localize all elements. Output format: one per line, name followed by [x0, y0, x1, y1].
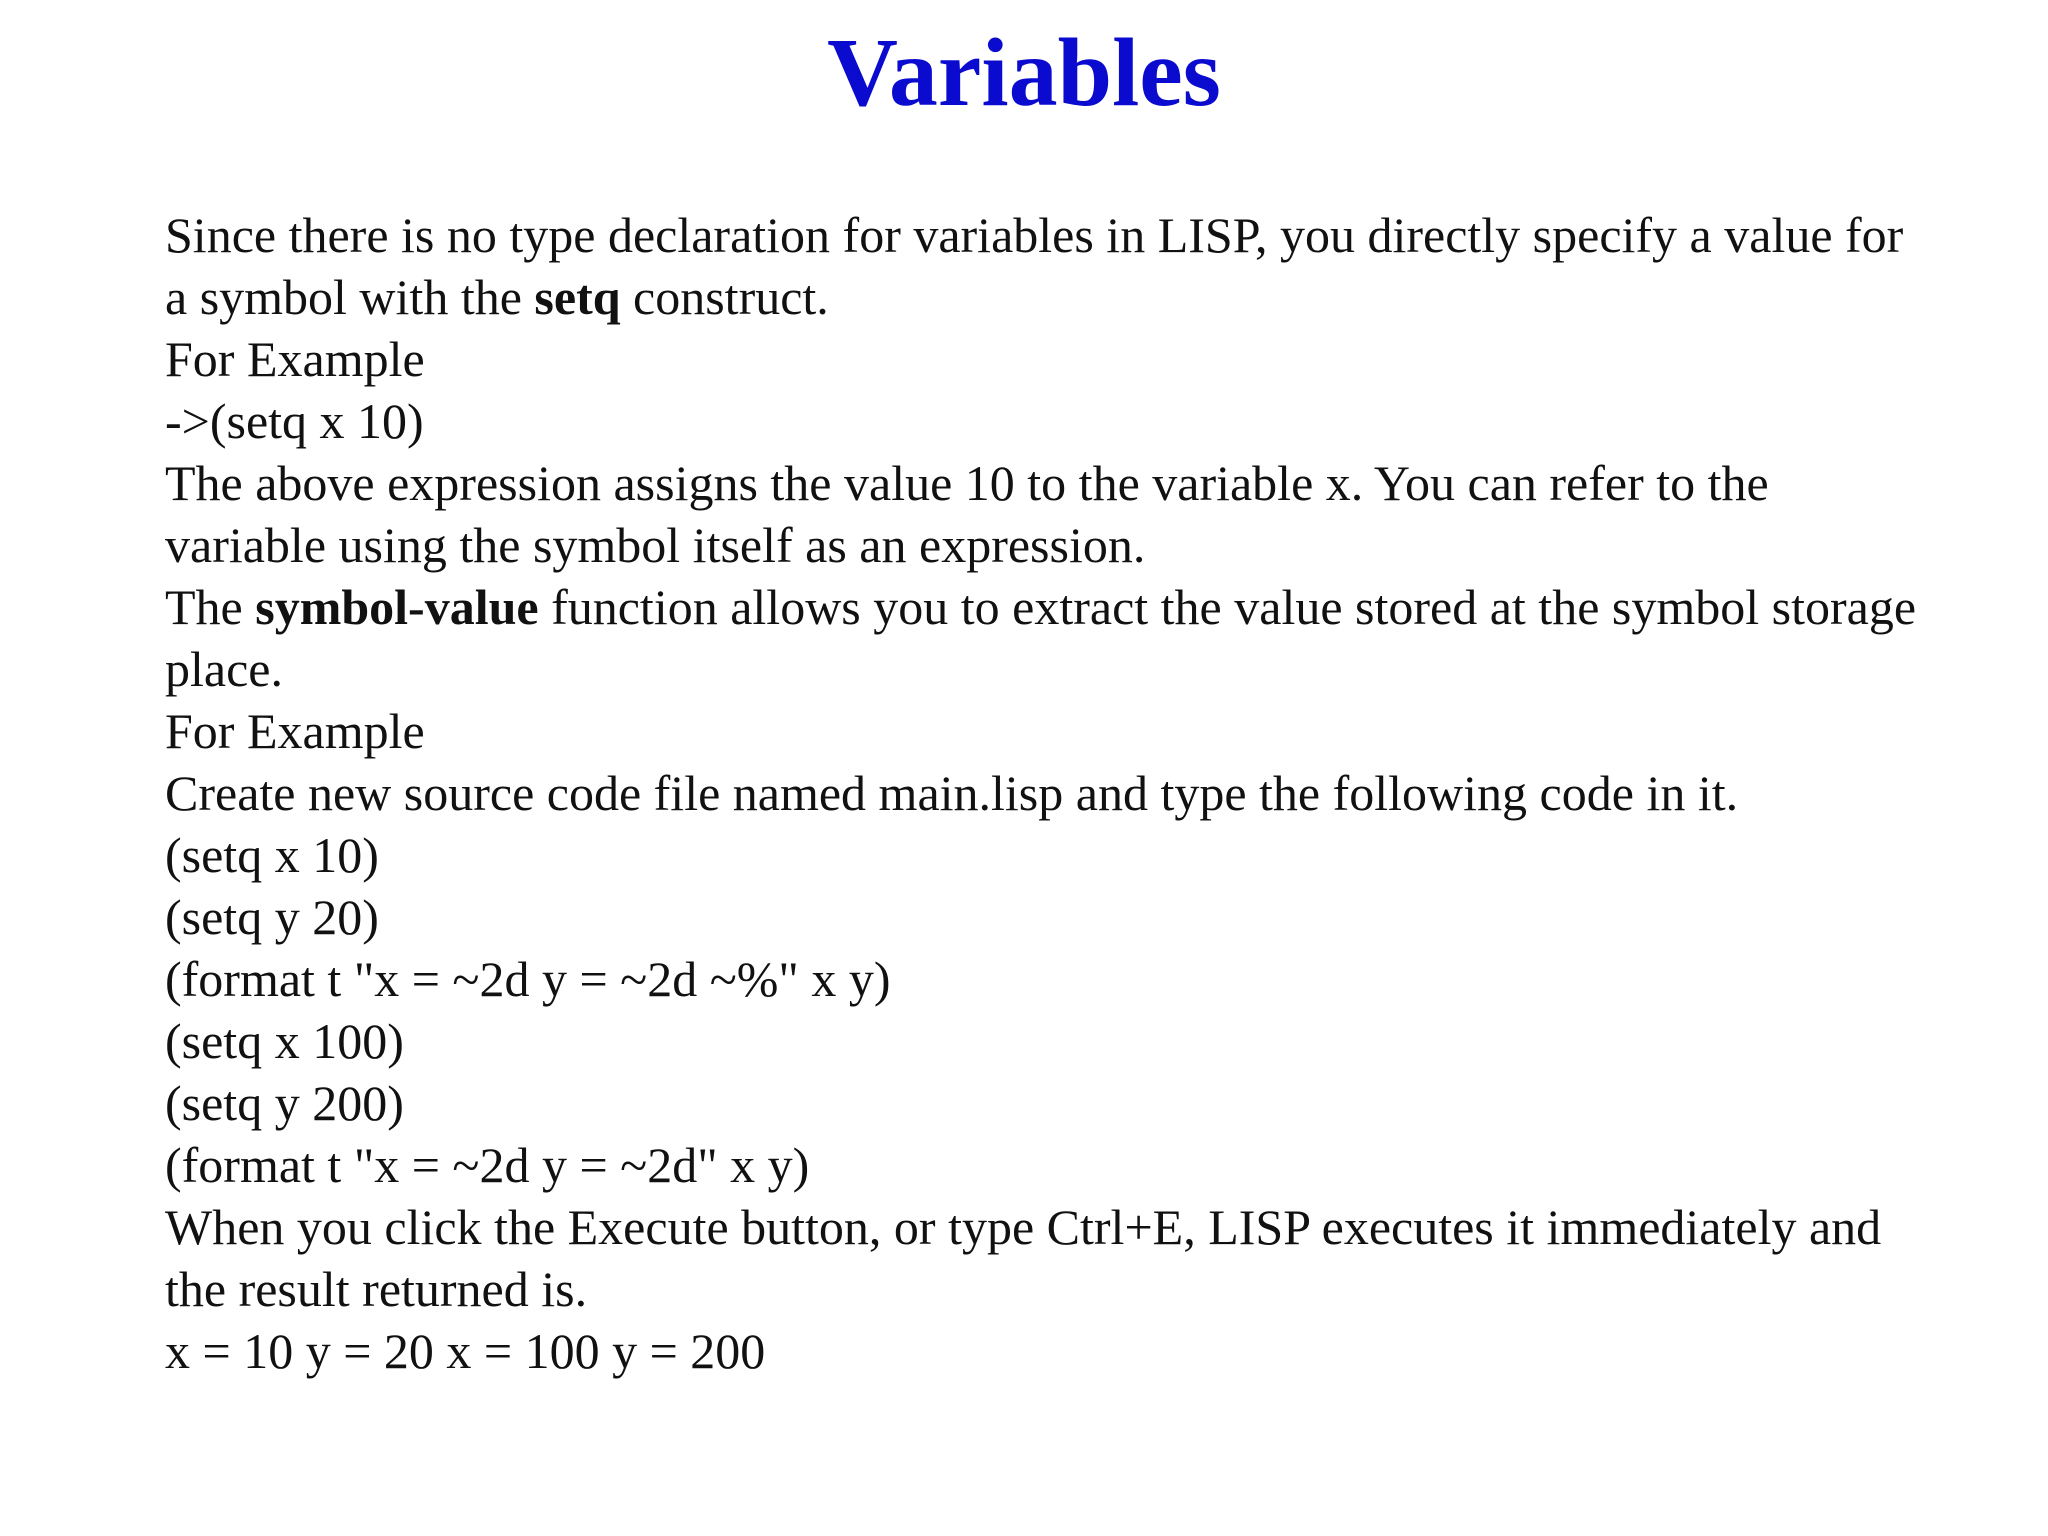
paragraph-2-line-2: variable using the symbol itself as an expression.	[165, 517, 1146, 573]
example-label-2: For Example	[165, 703, 425, 759]
code-line: (setq y 200)	[165, 1075, 404, 1131]
paragraph-4-line-1: When you click the Execute button, or type Ctrl+E, LISP executes it immediately and	[165, 1199, 1882, 1255]
paragraph-3-line-2: place.	[165, 641, 283, 697]
keyword-setq: setq	[534, 269, 621, 325]
code-line: (setq y 20)	[165, 889, 379, 945]
paragraph-1-line-1: Since there is no type declaration for variables in LISP, you directly specify a value for	[165, 207, 1904, 263]
example-label-1: For Example	[165, 331, 425, 387]
paragraph-1-line-2	[165, 266, 2005, 328]
result-line: x = 10 y = 20 x = 100 y = 200	[165, 1323, 766, 1379]
text-segment: The	[165, 579, 256, 635]
keyword-symbol-value: symbol-value	[255, 579, 539, 635]
code-line: (setq x 10)	[165, 827, 379, 883]
paragraph-4-line-2: the result returned is.	[165, 1261, 588, 1317]
text-segment: a symbol with the	[165, 269, 535, 325]
paragraph-2-line-1: The above expression assigns the value 10 to the variable x. You can refer to the	[165, 455, 1769, 511]
text-segment: construct.	[620, 269, 829, 325]
slide-title: Variables	[827, 19, 1221, 127]
code-line: (format t "x = ~2d y = ~2d" x y)	[165, 1137, 810, 1193]
code-line: (setq x 100)	[165, 1013, 404, 1069]
text-segment: function allows you to extract the value stored at the symbol storage	[538, 579, 1917, 635]
code-line: (format t "x = ~2d y = ~2d ~%" x y)	[165, 951, 891, 1007]
slide-body	[165, 204, 2005, 1382]
instruction-line: Create new source code file named main.lisp and type the following code in it.	[165, 765, 1739, 821]
paragraph-3-line-1	[165, 576, 2005, 638]
example-code-1: ->(setq x 10)	[165, 393, 424, 449]
